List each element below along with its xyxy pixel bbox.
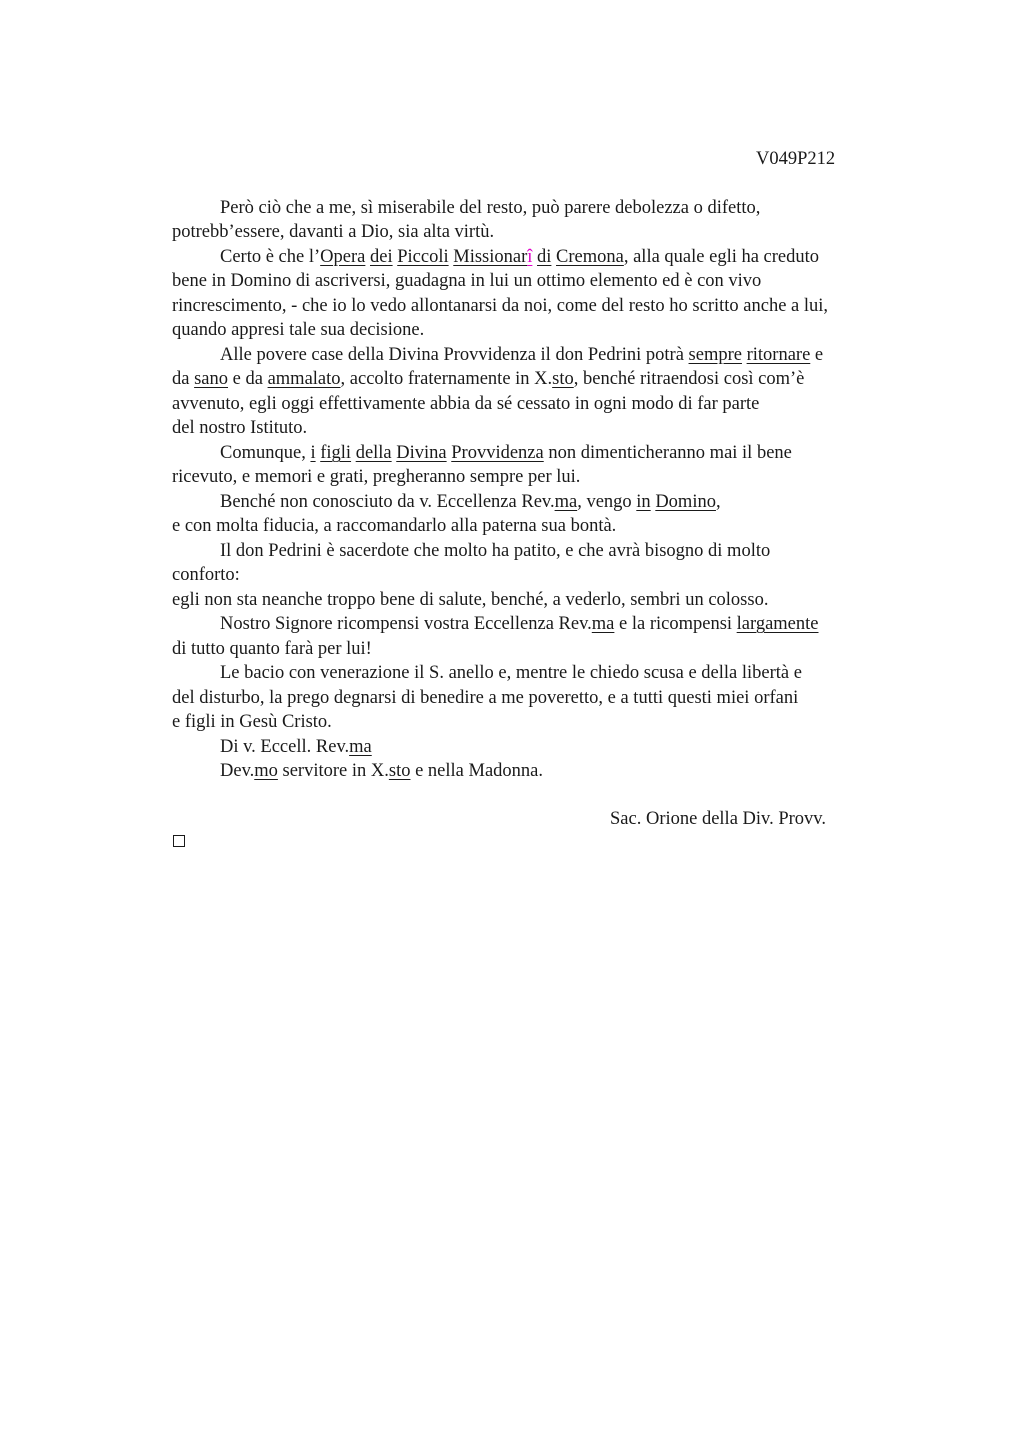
text-line — [220, 441, 792, 465]
text-segment: quando appresi tale sua decisione. — [172, 320, 425, 340]
underlined-word: Provvidenza — [451, 443, 544, 463]
text-segment: Comunque, — [220, 443, 311, 463]
text-segment: Però ciò che a me, sì miserabile del resto, può parere debolezza o difetto, — [220, 198, 761, 218]
text-line — [220, 661, 802, 685]
underlined-word: Opera — [320, 247, 366, 267]
text-segment: da — [172, 369, 195, 389]
text-segment: bene in Domino di ascriversi, guadagna in lui un ottimo elemento ed è con vivo — [172, 271, 762, 291]
underlined-word: in — [636, 492, 651, 512]
text-line — [220, 196, 760, 220]
text-segment: conforto: — [172, 565, 240, 585]
underlined-word: largamente — [736, 614, 819, 634]
text-line — [172, 637, 372, 661]
text-segment: Il don Pedrini è sacerdote che molto ha patito, e che avrà bisogno di molto — [220, 541, 771, 561]
text-line — [172, 269, 761, 293]
text-line — [172, 367, 804, 391]
text-segment: potrebb’essere, davanti a Dio, sia alta virtù. — [172, 222, 495, 242]
text-line — [172, 710, 332, 734]
text-segment: e nella Madonna. — [410, 761, 544, 781]
text-line — [172, 588, 768, 612]
underlined-word: sto — [388, 761, 411, 781]
text-segment: e con molta fiducia, a raccomandarlo alla paterna sua bontà. — [172, 516, 617, 536]
text-line — [172, 318, 424, 342]
underlined-word: ritornare — [746, 345, 811, 365]
underlined-word: della — [355, 443, 392, 463]
text-segment: ricevuto, e memori e grati, pregheranno sempre per lui. — [172, 467, 581, 487]
text-line — [172, 465, 580, 489]
text-segment: , alla quale egli ha creduto — [623, 247, 820, 267]
underlined-word: di — [537, 247, 552, 267]
text-segment: del nostro Istituto. — [172, 418, 308, 438]
underlined-word: dei — [370, 247, 393, 267]
text-segment: servitore in X. — [277, 761, 389, 781]
text-segment: del disturbo, la prego degnarsi di benedire a me poveretto, e a tutti questi miei orfani — [172, 688, 799, 708]
text-line — [220, 612, 819, 636]
underlined-word: sto — [552, 369, 574, 389]
underlined-word: sempre — [688, 345, 742, 365]
text-segment: Le bacio con venerazione il S. anello e, mentre le chiedo scusa e della libertà e — [220, 663, 802, 683]
text-segment: Dev. — [220, 761, 255, 781]
underlined-word: figli — [320, 443, 352, 463]
text-segment: Alle povere case della Divina Provvidenza il don Pedrini potrà — [220, 345, 689, 365]
underlined-word: Missionar — [453, 247, 528, 267]
text-segment: e — [810, 345, 824, 365]
text-line — [172, 514, 616, 538]
text-line — [172, 220, 494, 244]
underlined-word: ma — [591, 614, 615, 634]
checkbox-square-icon — [173, 835, 185, 847]
underlined-word: i — [310, 443, 316, 463]
text-segment: , benché ritraendosi così com’è — [573, 369, 805, 389]
text-line — [220, 539, 770, 563]
text-line — [172, 563, 240, 587]
document-id: V049P212 — [756, 149, 836, 169]
text-segment: non dimenticheranno mai il bene — [543, 443, 792, 463]
text-segment: egli non sta neanche troppo bene di salute, benché, a vederlo, sembri un colosso. — [172, 590, 769, 610]
text-line — [220, 343, 823, 367]
underlined-word: Piccoli — [397, 247, 449, 267]
text-line — [220, 759, 543, 783]
underlined-word: ma — [349, 737, 372, 757]
underlined-word: î — [527, 247, 533, 267]
underlined-word: ammalato — [267, 369, 341, 389]
underlined-word: mo — [254, 761, 278, 781]
text-segment: Certo è che l’ — [220, 247, 321, 267]
underlined-word: Domino — [655, 492, 716, 512]
underlined-word: sano — [194, 369, 229, 389]
text-segment: Benché non conosciuto da v. Eccellenza Rev. — [220, 492, 555, 512]
text-segment: , — [715, 492, 721, 512]
text-line — [172, 294, 828, 318]
text-line — [172, 416, 307, 440]
text-segment: e da — [228, 369, 268, 389]
text-segment: di tutto quanto farà per lui! — [172, 639, 372, 659]
text-segment: Di v. Eccell. Rev. — [220, 737, 350, 757]
text-segment: avvenuto, egli oggi effettivamente abbia da sé cessato in ogni modo di far parte — [172, 394, 760, 414]
text-line — [172, 392, 759, 416]
text-line — [220, 490, 721, 514]
underlined-word: ma — [554, 492, 578, 512]
text-segment: rincrescimento, - che io lo vedo allontanarsi da noi, come del resto ho scritto anche a lui, — [172, 296, 829, 316]
underlined-word: Cremona — [556, 247, 624, 267]
text-line — [220, 245, 819, 269]
text-segment: e la ricompensi — [614, 614, 737, 634]
text-segment: e figli in Gesù Cristo. — [172, 712, 332, 732]
text-segment: Nostro Signore ricompensi vostra Eccellenza Rev. — [220, 614, 592, 634]
text-line — [220, 735, 372, 759]
text-line — [172, 686, 798, 710]
underlined-word: Divina — [396, 443, 447, 463]
signature: Sac. Orione della Div. Provv. — [610, 809, 826, 829]
text-segment: , vengo — [577, 492, 637, 512]
text-segment: , accolto fraternamente in X. — [340, 369, 553, 389]
